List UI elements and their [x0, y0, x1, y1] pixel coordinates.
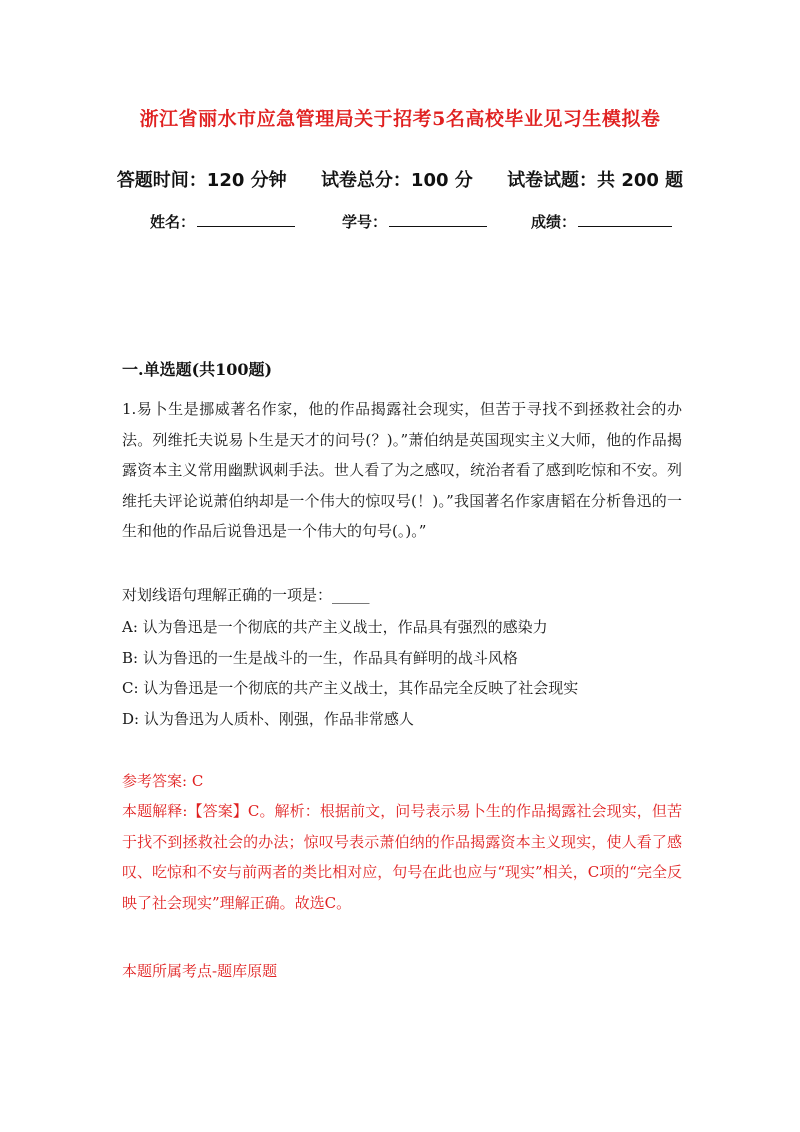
question-prompt: 对划线语句理解正确的一项是：_____	[122, 586, 370, 604]
exam-total-score: 试卷总分：100 分	[320, 170, 473, 191]
section-heading: 一.单选题(共100题)	[122, 360, 273, 379]
question-topic: 本题所属考点-题库原题	[122, 962, 278, 980]
score-blank	[578, 214, 672, 227]
name-label: 姓名：	[150, 213, 196, 231]
option-b: B: 认为鲁迅的一生是战斗的一生，作品具有鲜明的战斗风格	[122, 648, 518, 667]
reference-answer: 参考答案: C	[122, 772, 204, 790]
option-list	[122, 612, 682, 734]
exam-time: 答题时间：120 分钟	[116, 170, 287, 191]
score-field	[531, 211, 672, 232]
exam-question-count: 试卷试题：共 200 题	[507, 170, 684, 191]
option-c: C: 认为鲁迅是一个彻底的共产主义战士，其作品完全反映了社会现实	[122, 679, 579, 697]
exam-meta	[0, 166, 800, 192]
id-field	[342, 211, 487, 232]
document-title: 浙江省丽水市应急管理局关于招考5名高校毕业见习生模拟卷	[139, 108, 661, 130]
option-d: D: 认为鲁迅为人质朴、刚强，作品非常感人	[122, 709, 414, 728]
name-blank	[197, 214, 295, 227]
id-label: 学号：	[342, 213, 388, 231]
option-a: A: 认为鲁迅是一个彻底的共产主义战士，作品具有强烈的感染力	[122, 618, 548, 636]
id-blank	[389, 214, 487, 227]
answer-explanation: 本题解释:【答案】C。解析：根据前文，问号表示易卜生的作品揭露社会现实，但苦于找不到拯救社会的办法；惊叹号表示萧伯纳的作品揭露资本主义现实，使人看了感叹、吃惊和不安与前两者的类比相对应，句号在此也应与“现实”相关，C项的“完全反映了社会现实”理解正确。故选C。	[122, 802, 682, 912]
question-stem: 1.易卜生是挪威著名作家，他的作品揭露社会现实，但苦于寻找不到拯救社会的办法。列维托夫说易卜生是天才的问号(？)。”萧伯纳是英国现实主义大师，他的作品揭露资本主义常用幽默讽刺手法。世人看了为之感叹，统治者看了感到吃惊和不安。列维托夫评论说萧伯纳却是一个伟大的惊叹号(！)。”我国著名作家唐韬在分析鲁迅的一生和他的作品后说鲁迅是一个伟大的句号(。)。”	[122, 400, 682, 540]
name-field	[150, 211, 295, 232]
score-label: 成绩：	[531, 213, 577, 231]
